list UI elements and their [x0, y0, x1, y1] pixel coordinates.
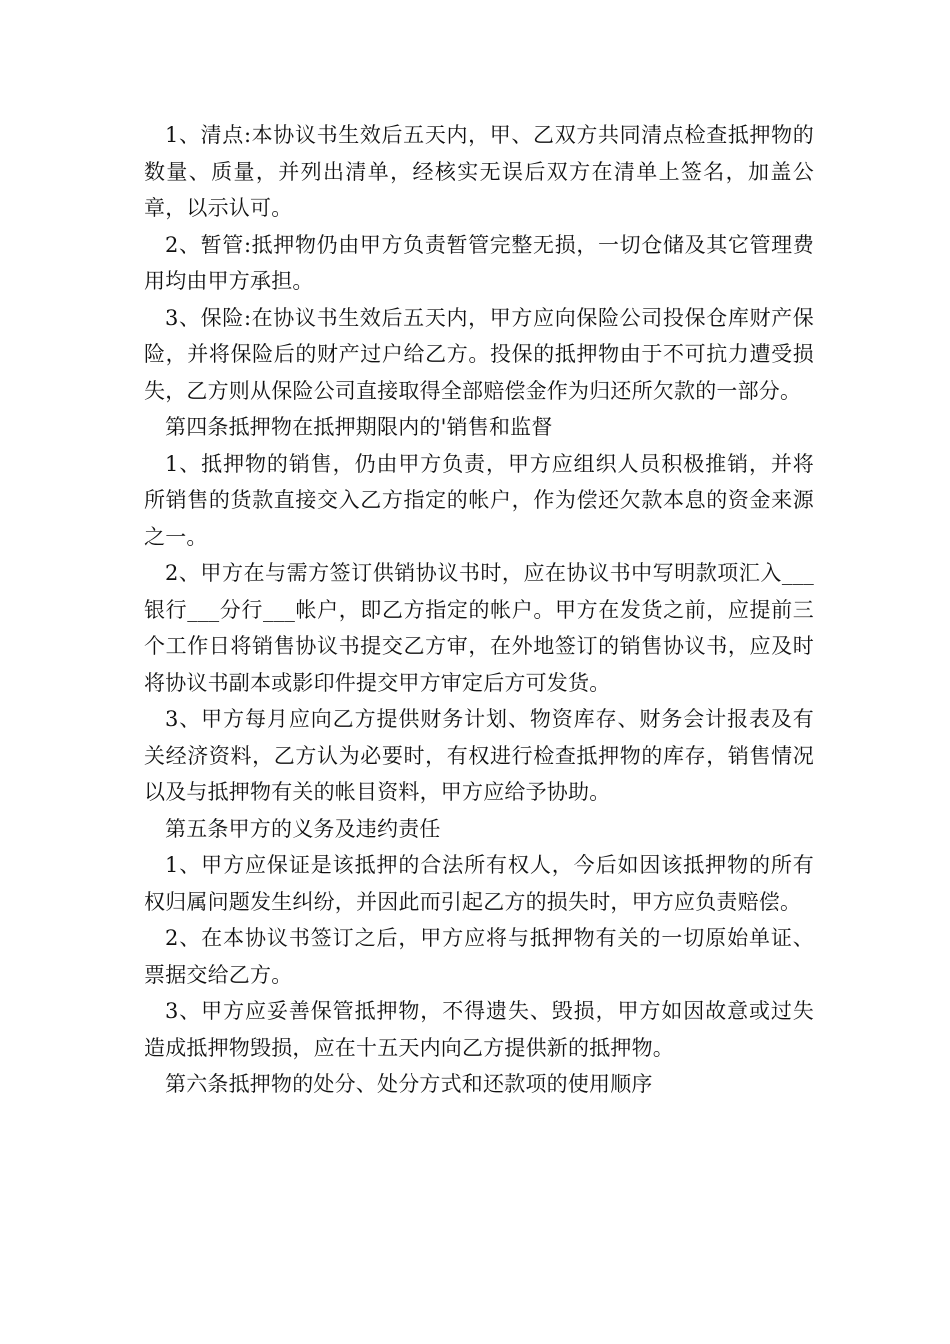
clause-item-safekeeping: 3、甲方应妥善保管抵押物，不得遗失、毁损，甲方如因故意或过失造成抵押物毁损，应在十五天内向乙方提供新的抵押物。: [144, 999, 814, 1060]
clause-item-insurance: 3、保险:在协议书生效后五天内，甲方应向保险公司投保仓库财产保险，并将保险后的财产过户给乙方。投保的抵押物由于不可抗力遭受损失，乙方则从保险公司直接取得全部赔偿金作为归还所欠款的一部分。: [144, 305, 814, 403]
clause-item-ownership-guarantee: 1、甲方应保证是该抵押的合法所有权人，今后如因该抵押物的所有权归属问题发生纠纷，并因此而引起乙方的损失时，甲方应负责赔偿。: [144, 853, 814, 914]
clause-item-original-documents: 2、在本协议书签订之后，甲方应将与抵押物有关的一切原始单证、票据交给乙方。: [144, 926, 814, 987]
clause-item-inventory: 1、清点:本协议书生效后五天内，甲、乙双方共同清点检查抵押物的数量、质量，并列出清单，经核实无误后双方在清单上签名，加盖公章，以示认可。: [144, 123, 814, 220]
clause-item-payment-account: 2、甲方在与需方签订供销协议书时，应在协议书中写明款项汇入___银行___分行___帐户，即乙方指定的帐户。甲方在发货之前，应提前三个工作日将销售协议书提交乙方审，在外地签订的销售协议书，应及时将协议书副本或影印件提交甲方审定后方可发货。: [144, 561, 814, 695]
article-heading-5: 第五条甲方的义务及违约责任: [165, 816, 441, 841]
clause-item-sales: 1、抵押物的销售，仍由甲方负责，甲方应组织人员积极推销，并将所销售的货款直接交入乙方指定的帐户，作为偿还欠款本息的资金来源之一。: [144, 451, 814, 549]
clause-item-financial-reports: 3、甲方每月应向乙方提供财务计划、物资库存、财务会计报表及有关经济资料，乙方认为必要时，有权进行检查抵押物的库存，销售情况以及与抵押物有关的帐目资料，甲方应给予协助。: [144, 707, 814, 804]
clause-item-custody: 2、暂管:抵押物仍由甲方负责暂管完整无损，一切仓储及其它管理费用均由甲方承担。: [144, 232, 814, 293]
document-body: [144, 117, 814, 1103]
article-heading-4: 第四条抵押物在抵押期限内的'销售和监督: [165, 415, 553, 439]
article-heading-6: 第六条抵押物的处分、处分方式和还款项的使用顺序: [165, 1072, 653, 1096]
